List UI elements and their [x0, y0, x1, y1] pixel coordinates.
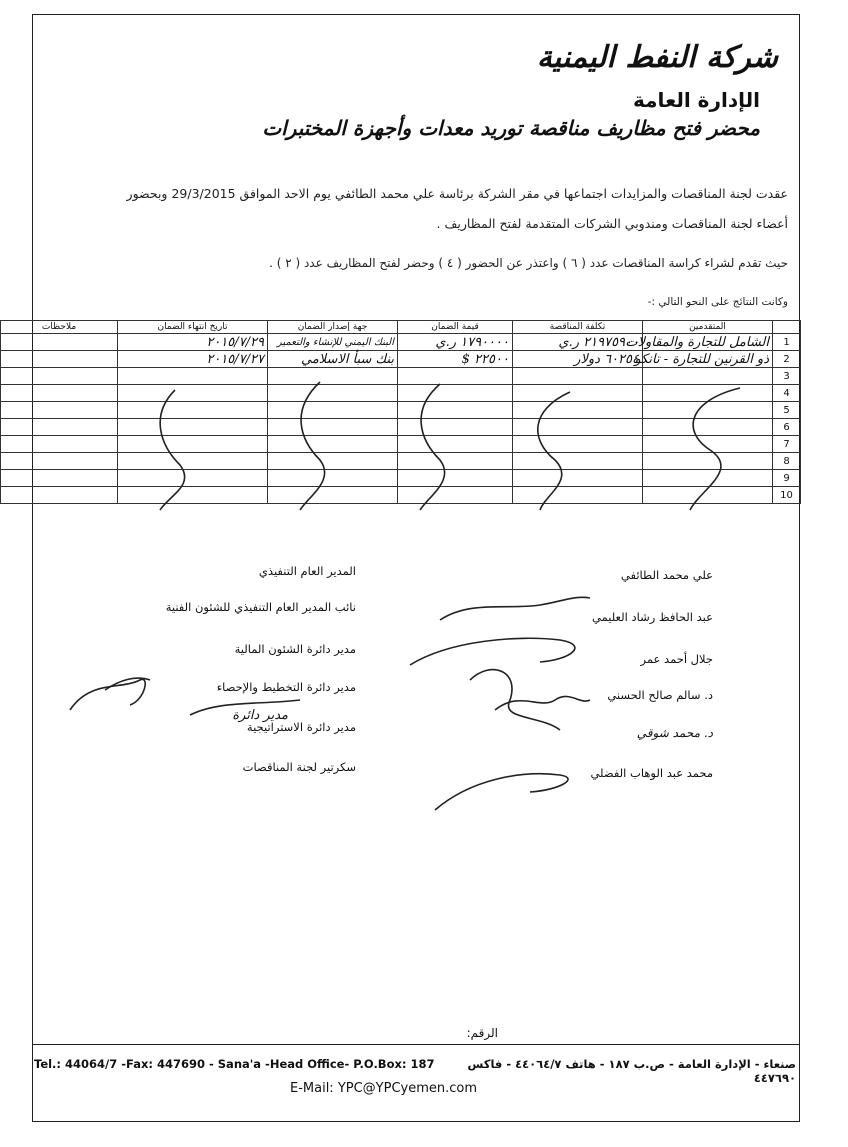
table-header-row	[1, 321, 801, 334]
expiry-cell: ٢٠١٥/٧/٢٩	[118, 334, 268, 351]
signature-mark	[70, 679, 145, 710]
footer-contact-arabic: صنعاء - الإدارة العامة - ص.ب ١٨٧ - هاتف ٤٤٠٦٤/٧ - فاكس ٤٤٧٦٩٠	[467, 1057, 796, 1085]
signatory-name: علي محمد الطائفي	[620, 568, 713, 582]
header-cell: تاريخ انتهاء الضمان	[118, 321, 268, 334]
signatory-name: عبد الحافظ رشاد العليمي	[592, 610, 713, 624]
intro-line-1: عقدت لجنة المناقصات والمزايدات اجتماعها في مقر الشركة برئاسة علي محمد الطائفي يوم الاحد الموافق 29/3/2015 وبحضور	[126, 186, 788, 201]
empty-rows-strikeout	[0, 370, 848, 530]
signatory-name: محمد عبد الوهاب الفضلي	[590, 766, 713, 780]
row-number: 8	[773, 453, 801, 470]
squiggle-mark	[690, 388, 740, 510]
issuer-cell: البنك اليمني للإنشاء والتعمير	[268, 334, 398, 351]
squiggle-mark	[420, 384, 445, 510]
header-cell: تكلفة المناقصة	[513, 321, 643, 334]
position-title: مدير دائرة الشئون المالية	[234, 642, 356, 656]
footer-contact-english: Tel.: 44064/7 -Fax: 447690 - Sana'a -Head Office- P.O.Box: 187	[34, 1057, 435, 1071]
company-logo-text: شركة النفط اليمنية	[536, 40, 778, 75]
table-row	[1, 351, 801, 368]
footer-divider	[32, 1044, 800, 1045]
row-number: 3	[773, 368, 801, 385]
position-title: مدير دائرة الاستراتيجية	[246, 720, 356, 734]
squiggle-mark	[160, 390, 185, 510]
header-cell	[773, 321, 801, 334]
bidder-cell: الشامل للتجارة والمقاولات	[643, 334, 773, 351]
row-number: 4	[773, 385, 801, 402]
footer-email: E-Mail: YPC@YPCyemen.com	[290, 1081, 478, 1096]
handwritten-signatures	[0, 580, 848, 830]
row-number: 2	[773, 351, 801, 368]
squiggle-mark	[300, 382, 325, 510]
row-number: 6	[773, 419, 801, 436]
signature-mark	[440, 597, 590, 620]
position-title: المدير العام التنفيذي	[258, 564, 356, 578]
row-number: 7	[773, 436, 801, 453]
handwritten-note: مدير دائرة	[232, 708, 288, 723]
signatory-name: د. سالم صالح الحسني	[607, 688, 713, 702]
department-name: الإدارة العامة	[633, 88, 760, 112]
row-number: 1	[773, 334, 801, 351]
document-title: محضر فتح مظاريف مناقصة توريد معدات وأجهزة المختبرات	[262, 116, 760, 140]
signatory-name: د. محمد شوقي	[636, 726, 713, 740]
signature-mark	[435, 774, 568, 810]
signature-mark	[470, 670, 560, 730]
position-title: نائب المدير العام التنفيذي للشئون الفنية	[165, 600, 356, 614]
header-cell: جهة إصدار الضمان	[268, 321, 398, 334]
guarantee-cell: ٢٢٥٠٠ $	[398, 351, 513, 368]
header-cell: قيمة الضمان	[398, 321, 513, 334]
reference-label: الرقم:	[466, 1026, 498, 1040]
bidder-cell: ذو القرنين للتجارة - تانكو	[643, 351, 773, 368]
cost-cell: ٦٠٢٥٤ دولار	[513, 351, 643, 368]
position-title: مدير دائرة التخطيط والإحصاء	[216, 680, 356, 694]
row-number: 10	[773, 487, 801, 504]
intro-line-2: أعضاء لجنة المناقصات ومندوبي الشركات المتقدمة لفتح المظاريف .	[436, 216, 788, 231]
notes-cell	[1, 351, 118, 368]
table-row	[1, 334, 801, 351]
signature-mark	[410, 638, 575, 665]
header-cell: ملاحظات	[1, 321, 118, 334]
position-title: سكرتير لجنة المناقصات	[242, 760, 356, 774]
header-cell: المتقدمين	[643, 321, 773, 334]
issuer-cell: بنك سبأ الاسلامي	[268, 351, 398, 368]
guarantee-cell: ١٧٩٠٠٠٠ ر.ي	[398, 334, 513, 351]
row-number: 5	[773, 402, 801, 419]
squiggle-mark	[538, 392, 570, 510]
intro-line-3: حيث تقدم لشراء كراسة المناقصات عدد ( ٦ ) واعتذر عن الحضور ( ٤ ) وحضر لفتح المظاريف عدد ( ٢ ) .	[269, 256, 788, 270]
row-number: 9	[773, 470, 801, 487]
cost-cell: ٢١٩٧٥٩٠٠ ر.ي	[513, 334, 643, 351]
expiry-cell: ٢٠١٥/٧/٢٧	[118, 351, 268, 368]
signatory-name: جلال أحمد عمر	[640, 652, 713, 666]
intro-line-4: وكانت النتائج على النحو التالي :-	[647, 296, 788, 308]
notes-cell	[1, 334, 118, 351]
